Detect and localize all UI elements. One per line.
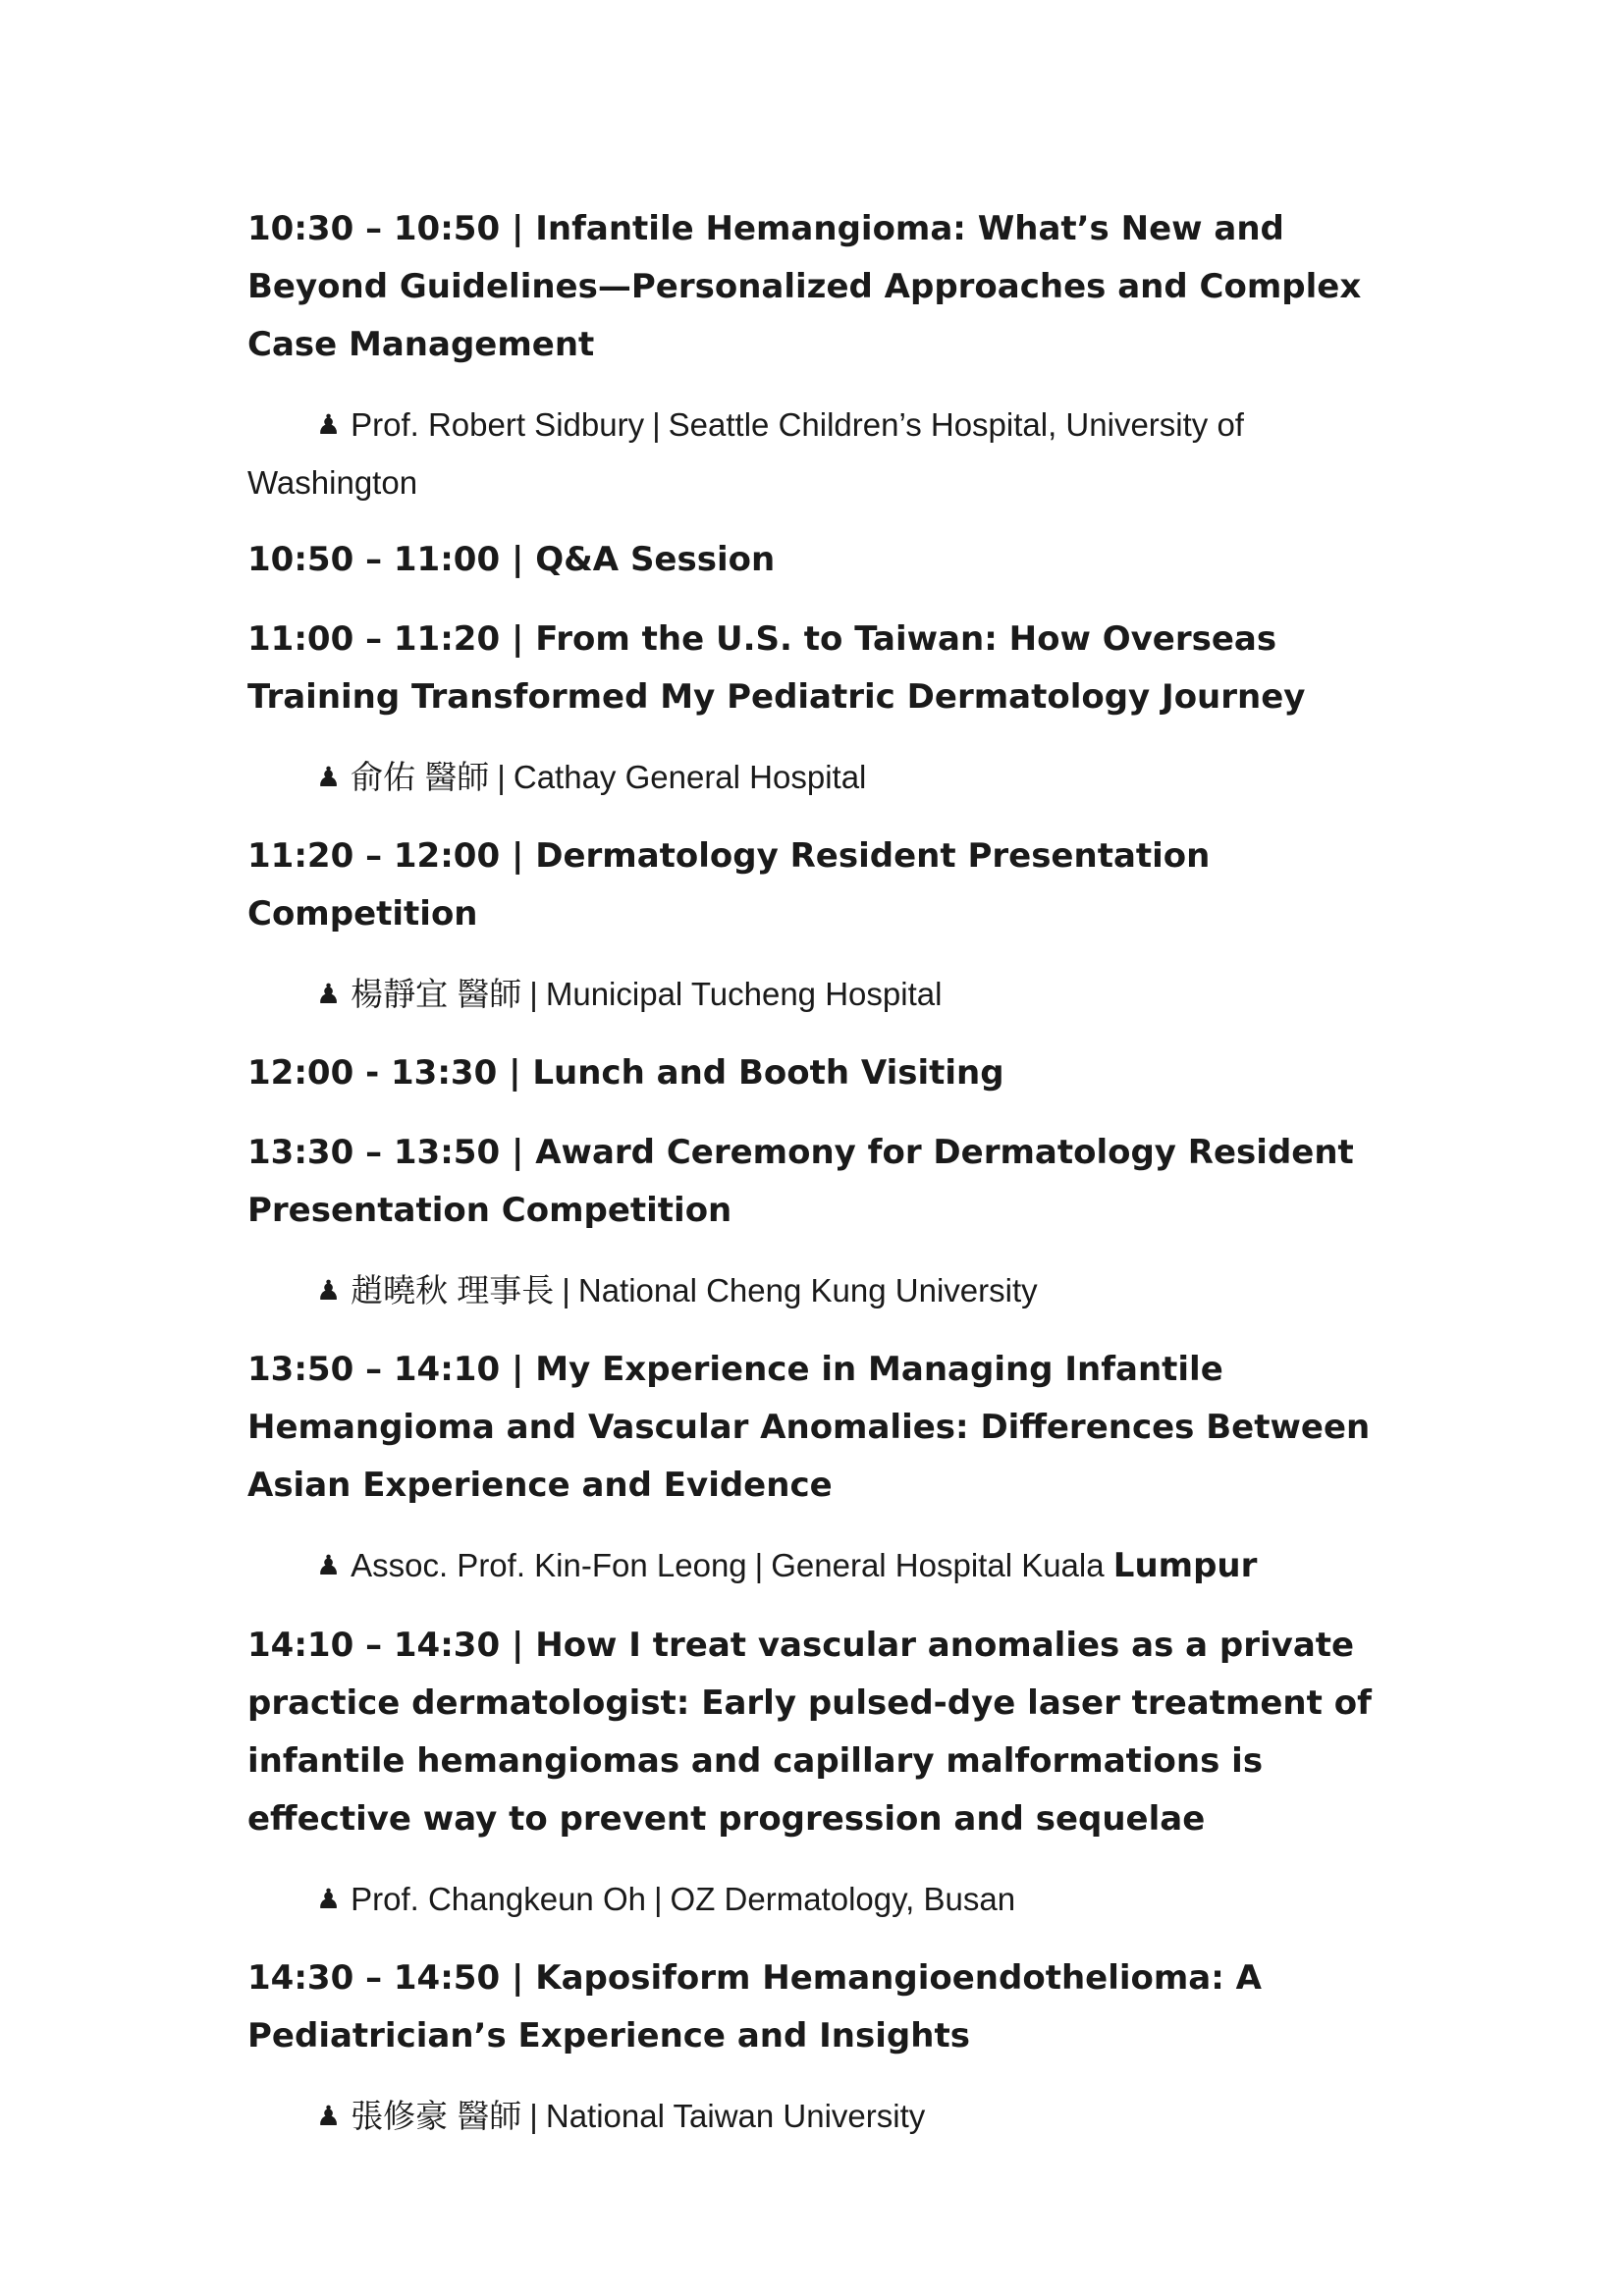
speaker-line [247,396,1386,511]
person-icon: ♟ [316,1550,342,1580]
person-icon: ♟ [316,1275,342,1306]
session-time: 14:10 – 14:30 [247,1626,501,1665]
separator: | [511,619,524,659]
session-time: 13:30 – 13:50 [247,1133,501,1172]
separator: | [511,836,524,876]
speaker-affiliation: National Taiwan University [545,2098,926,2134]
session-time: 10:50 – 11:00 [247,540,501,579]
speaker-name: 楊靜宜 醫師 [351,976,522,1012]
speaker-name: Prof. Robert Sidbury [351,406,645,443]
session-title [247,1044,1386,1102]
session-title [247,828,1386,943]
speaker-line [247,965,1386,1023]
session-time: 12:00 - 13:30 [247,1053,498,1093]
speaker-affiliation: General Hospital Kuala [771,1547,1105,1583]
session-title [247,531,1386,589]
session-name: My Experience in Managing Infantile Hemangioma and Vascular Anomalies: Differences Between Asian Experience and Evidence [247,1350,1371,1505]
speaker-line [247,1870,1386,1928]
session-name: Award Ceremony for Dermatology Resident Presentation Competition [247,1133,1354,1230]
speaker-line [247,748,1386,806]
speaker-name: Assoc. Prof. Kin-Fon Leong [351,1547,747,1583]
speaker-affiliation-bold: Lumpur [1112,1546,1258,1585]
program-page [247,200,1386,2145]
session-time: 13:50 – 14:10 [247,1350,501,1389]
speaker-affiliation: Cathay General Hospital [513,759,867,795]
separator: | [653,1881,663,1917]
speaker-affiliation: OZ Dermatology, Busan [670,1881,1016,1917]
separator: | [511,1133,524,1172]
separator: | [511,540,524,579]
session-time: 14:30 – 14:50 [247,1958,501,1998]
person-icon: ♟ [316,409,342,440]
speaker-line [247,2087,1386,2145]
session-name: From the U.S. to Taiwan: How Overseas Training Transformed My Pediatric Dermatology Journey [247,619,1306,717]
session-name: Q&A Session [535,540,776,579]
session-name: Lunch and Booth Visiting [532,1053,1004,1093]
session-title [247,200,1386,374]
person-icon: ♟ [316,762,342,792]
speaker-affiliation: Municipal Tucheng Hospital [545,976,943,1012]
speaker-name: Prof. Changkeun Oh [351,1881,646,1917]
session-time: 10:30 – 10:50 [247,209,501,248]
speaker-affiliation: National Cheng Kung University [577,1272,1038,1308]
separator: | [529,2098,538,2134]
separator: | [529,976,538,1012]
session-title [247,1341,1386,1515]
session-name: Infantile Hemangioma: What’s New and Beyond Guidelines—Personalized Approaches and Complex Case Management [247,209,1362,364]
separator: | [511,209,524,248]
session-title [247,611,1386,726]
separator: | [497,759,506,795]
separator: | [511,1626,524,1665]
separator: | [511,1350,524,1389]
person-icon: ♟ [316,2101,342,2131]
speaker-name: 趙曉秋 理事長 [351,1272,555,1308]
session-title [247,1124,1386,1240]
session-time: 11:00 – 11:20 [247,619,501,659]
session-time: 11:20 – 12:00 [247,836,501,876]
session-name: Kaposiform Hemangioendothelioma: A Pediatrician’s Experience and Insights [247,1958,1262,2056]
session-title [247,1949,1386,2065]
person-icon: ♟ [316,1884,342,1914]
speaker-line [247,1536,1386,1595]
separator: | [511,1958,524,1998]
speaker-affiliation: Seattle Children’s Hospital, University of Washington [247,406,1244,501]
separator: | [652,406,661,443]
person-icon: ♟ [316,979,342,1009]
separator: | [562,1272,570,1308]
speaker-name: 俞佑 醫師 [351,759,490,795]
session-name: How I treat vascular anomalies as a private practice dermatologist: Early pulsed-dye laser treatment of infantile hemangiomas and capillary malformations is effective way to prevent progression and sequelae [247,1626,1372,1839]
separator: | [509,1053,521,1093]
session-title [247,1617,1386,1848]
speaker-line [247,1261,1386,1319]
speaker-name: 張修豪 醫師 [351,2098,522,2134]
separator: | [754,1547,764,1583]
session-name: Dermatology Resident Presentation Competition [247,836,1211,934]
